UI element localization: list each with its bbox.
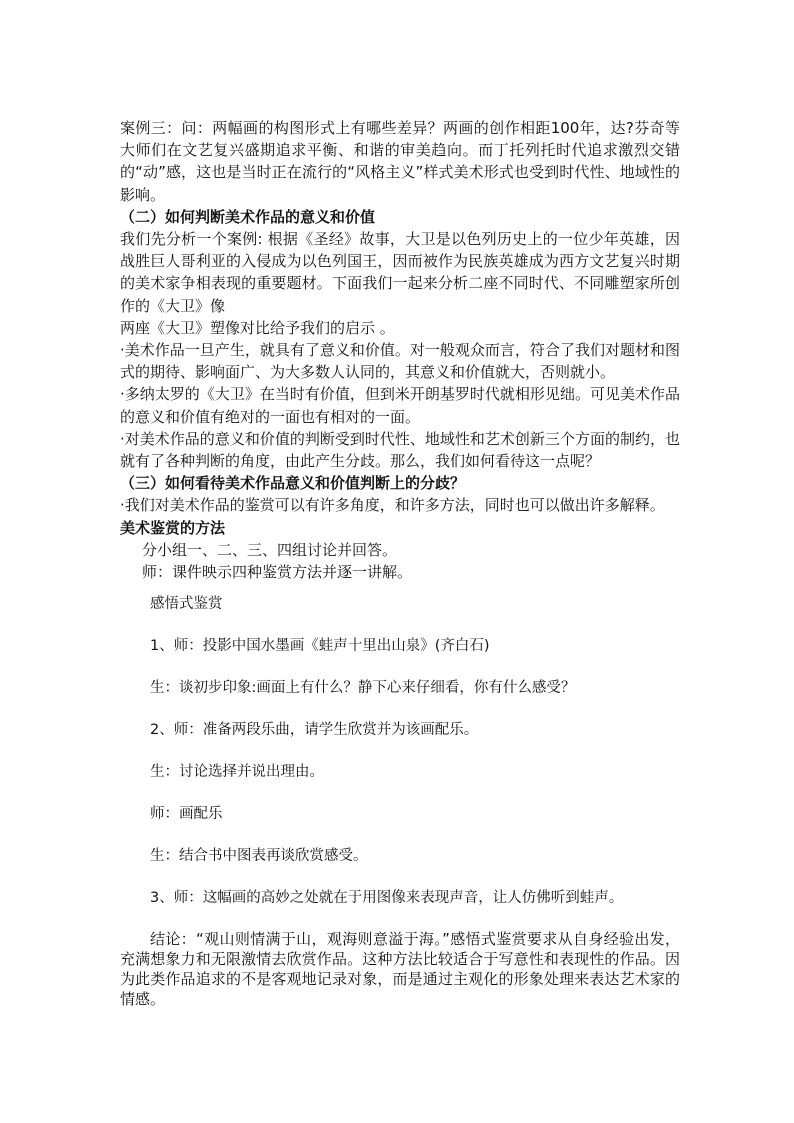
bullet-constraints: ·对美术作品的意义和价值的判断受到时代性、地域性和艺术创新三个方面的制约，也就有了各种判断的角度，由此产生分歧。那么，我们如何看待这一点呢？ [120, 429, 680, 471]
step2-line: 2、师：准备两段乐曲，请学生欣赏并为该画配乐。 [150, 722, 479, 739]
step3-line: 3、师：这幅画的高妙之处就在于用图像来表现声音，让人仿佛听到蛙声。 [150, 890, 624, 907]
bullet-donatello: ·多纳太罗的《大卫》在当时有价值，但到米开朗基罗时代就相形见绌。可见美术作品的意义和价值有绝对的一面也有相对的一面。 [120, 385, 680, 426]
bullet-meaning: ·美术作品一旦产生，就具有了意义和价值。对一般观众而言，符合了我们对题材和图式的期待、影响面广、为大多数人认同的，其意义和价值就大，否则就小。 [120, 341, 680, 382]
section-title: 感悟式鉴赏 [150, 596, 223, 613]
group-discussion-line: 分小组一、二、三、四组讨论并回答。 [142, 540, 398, 559]
case3-paragraph: 案例三：问：两幅画的构图形式上有哪些差异？两画的创作相距100年，达?芬奇等大师们在文艺复兴盛期追求平衡、和谐的审美趋向。而丁托列托时代追求激烈交错的“动”感，这也是当时正在流行的“风格主义”样式美术形式也受到时代性、地域性的影响。 [120, 119, 680, 204]
student3-line: 生：结合书中图表再谈欣赏感受。 [150, 848, 368, 865]
document-page [120, 117, 680, 1009]
heading-divergence: （三）如何看待美术作品意义和价值判断上的分歧？ [120, 474, 466, 493]
heading-meaning-value: （二）如何判断美术作品的意义和价值 [120, 207, 376, 226]
bullet-appreciation: ·我们对美术作品的鉴赏可以有许多角度，和许多方法，同时也可以做出许多解释。 [120, 496, 665, 515]
conclusion-paragraph: 结论：“观山则情满于山，观海则意溢于海。”感悟式鉴赏要求从自身经验出发，充满想象力和无限激情去欣赏作品。这种方法比较适合于写意性和表现性的作品。因为此类作品追求的不是客观地记录对象，而是通过主观化的形象处理来表达艺术家的情感。 [120, 930, 680, 1009]
student2-line: 生：讨论选择并说出理由。 [150, 764, 324, 781]
teacher-music-line: 师：画配乐 [150, 806, 223, 823]
two-statues-line: 两座《大卫》塑像对比给予我们的启示 。 [120, 318, 395, 337]
david-case-paragraph: 我们先分析一个案例: 根据《圣经》故事，大卫是以色列历史上的一位少年英雄，因战胜巨人哥利亚的入侵成为以色列国王，因而被作为民族英雄成为西方文艺复兴时期的美术家争相表现的重要题材。下面我们一起来分析二座不同时代、不同雕塑家所创作的《大卫》像 [120, 230, 680, 315]
step1-line: 1、师：投影中国水墨画《蛙声十里出山泉》(齐白石) [150, 638, 490, 655]
heading-method: 美术鉴赏的方法 [120, 518, 226, 537]
student1-line: 生：谈初步印象:画面上有什么？静下心来仔细看，你有什么感受？ [150, 680, 576, 697]
teacher-intro-line: 师：课件映示四种鉴赏方法并逐一讲解。 [142, 563, 413, 582]
